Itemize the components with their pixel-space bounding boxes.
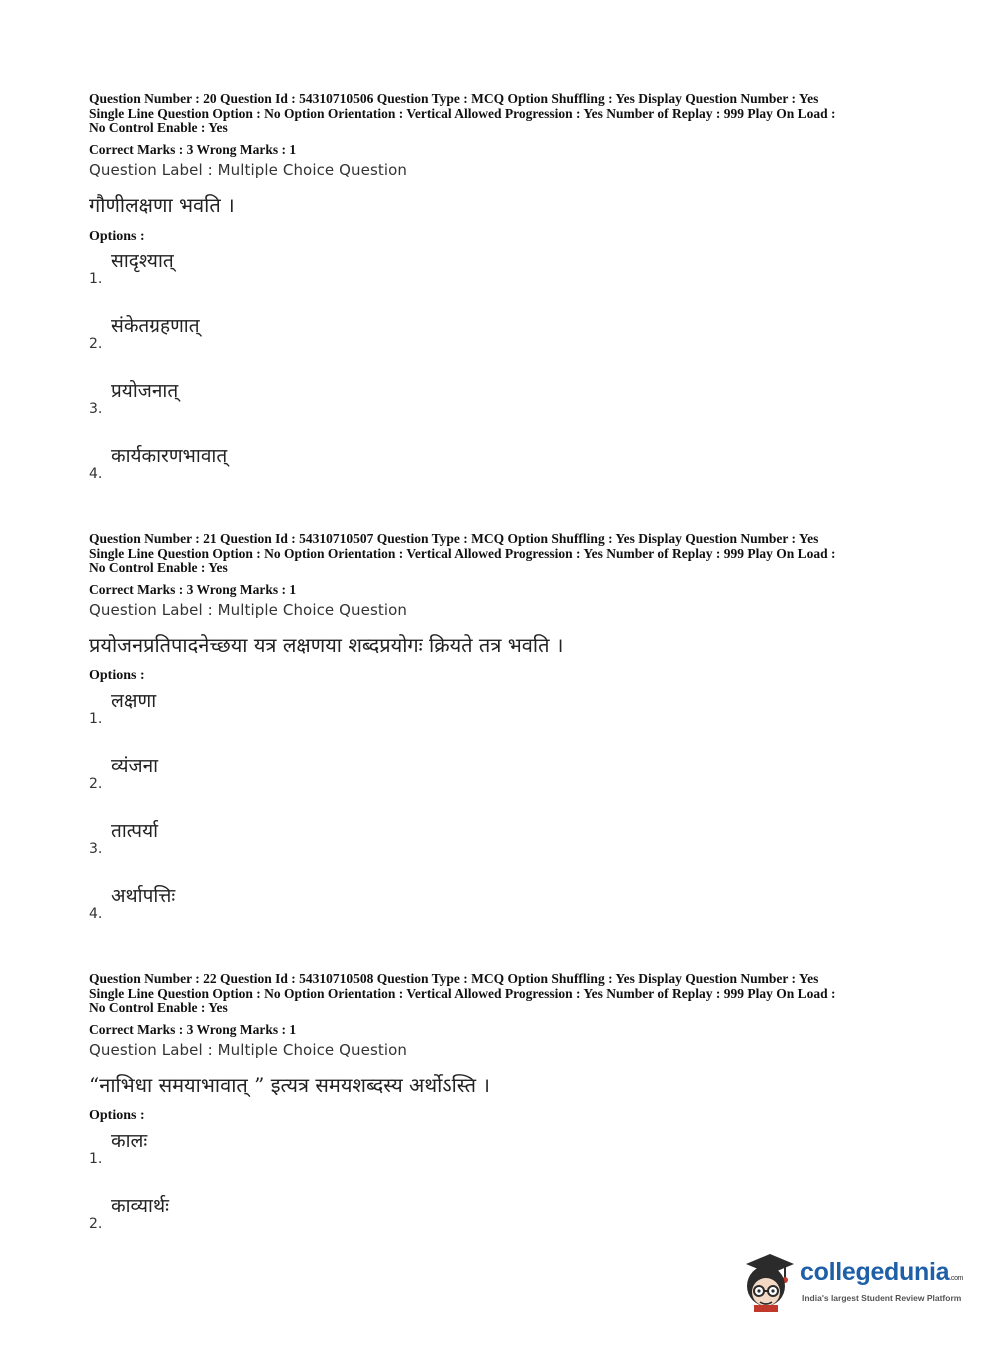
collegedunia-logo[interactable] bbox=[740, 1250, 970, 1312]
question-text: “नाभिधा समयाभावात् ” इत्यत्र समयशब्दस्य अर्थोऽस्ति । bbox=[89, 1072, 490, 1097]
question-label: Question Label : Multiple Choice Question bbox=[89, 600, 408, 619]
options-heading: Options : bbox=[89, 1108, 145, 1123]
option-text: प्रयोजनात् bbox=[111, 380, 179, 402]
option-number: 2. bbox=[89, 336, 103, 352]
option-text: काव्यार्थः bbox=[111, 1195, 169, 1217]
option-number: 1. bbox=[89, 1151, 103, 1167]
logo-brand-text bbox=[800, 1258, 963, 1287]
question-block-21 bbox=[89, 532, 929, 658]
option-text: कार्यकारणभावात् bbox=[111, 445, 228, 467]
option-text: अर्थापत्तिः bbox=[111, 885, 176, 907]
question-meta-line3: No Control Enable : Yes bbox=[89, 120, 228, 135]
question-block-22 bbox=[89, 972, 929, 1098]
question-label: Question Label : Multiple Choice Question bbox=[89, 1040, 408, 1059]
question-label: Question Label : Multiple Choice Question bbox=[89, 160, 408, 179]
logo-brand-name: collegedunia bbox=[800, 1258, 950, 1286]
question-meta-line3: No Control Enable : Yes bbox=[89, 560, 228, 575]
question-meta-line2: Single Line Question Option : No Option Orientation : Vertical Allowed Progression : Yes Number of Replay : 999 Play On Load : bbox=[89, 105, 836, 121]
logo-tagline: India's largest Student Review Platform bbox=[802, 1293, 962, 1303]
question-text: प्रयोजनप्रतिपादनेच्छया यत्र लक्षणया शब्दप्रयोगः क्रियते तत्र भवति । bbox=[89, 632, 564, 657]
option-number: 3. bbox=[89, 401, 103, 417]
logo-dotcom: .com bbox=[949, 1275, 964, 1282]
question-marks: Correct Marks : 3 Wrong Marks : 1 bbox=[89, 1021, 297, 1037]
option-text: कालः bbox=[111, 1130, 148, 1152]
options-heading: Options : bbox=[89, 229, 145, 244]
option-text: व्यंजना bbox=[111, 755, 159, 777]
option-number: 4. bbox=[89, 906, 103, 922]
options-heading: Options : bbox=[89, 668, 145, 683]
question-meta-line2: Single Line Question Option : No Option Orientation : Vertical Allowed Progression : Yes Number of Replay : 999 Play On Load : bbox=[89, 985, 836, 1001]
mascot-icon bbox=[740, 1250, 798, 1312]
question-text: गौणीलक्षणा भवति । bbox=[89, 192, 235, 217]
option-text: लक्षणा bbox=[111, 690, 157, 712]
option-text: सादृश्यात् bbox=[111, 250, 174, 272]
option-text: तात्पर्या bbox=[111, 820, 159, 842]
option-number: 2. bbox=[89, 1216, 103, 1232]
option-number: 3. bbox=[89, 841, 103, 857]
question-meta-line1: Question Number : 22 Question Id : 54310710508 Question Type : MCQ Option Shuffling : Yes Display Question Number : Yes bbox=[89, 971, 819, 986]
question-meta-line1: Question Number : 20 Question Id : 54310710506 Question Type : MCQ Option Shuffling : Yes Display Question Number : Yes bbox=[89, 91, 819, 106]
option-text: संकेतग्रहणात् bbox=[111, 315, 200, 337]
option-number: 1. bbox=[89, 711, 103, 727]
question-marks: Correct Marks : 3 Wrong Marks : 1 bbox=[89, 141, 297, 157]
question-meta-line3: No Control Enable : Yes bbox=[89, 1000, 228, 1015]
question-meta-line2: Single Line Question Option : No Option Orientation : Vertical Allowed Progression : Yes Number of Replay : 999 Play On Load : bbox=[89, 545, 836, 561]
question-meta-line1: Question Number : 21 Question Id : 54310710507 Question Type : MCQ Option Shuffling : Yes Display Question Number : Yes bbox=[89, 531, 819, 546]
option-number: 1. bbox=[89, 271, 103, 287]
question-marks: Correct Marks : 3 Wrong Marks : 1 bbox=[89, 581, 297, 597]
option-number: 4. bbox=[89, 466, 103, 482]
question-block-20 bbox=[89, 92, 929, 218]
option-number: 2. bbox=[89, 776, 103, 792]
